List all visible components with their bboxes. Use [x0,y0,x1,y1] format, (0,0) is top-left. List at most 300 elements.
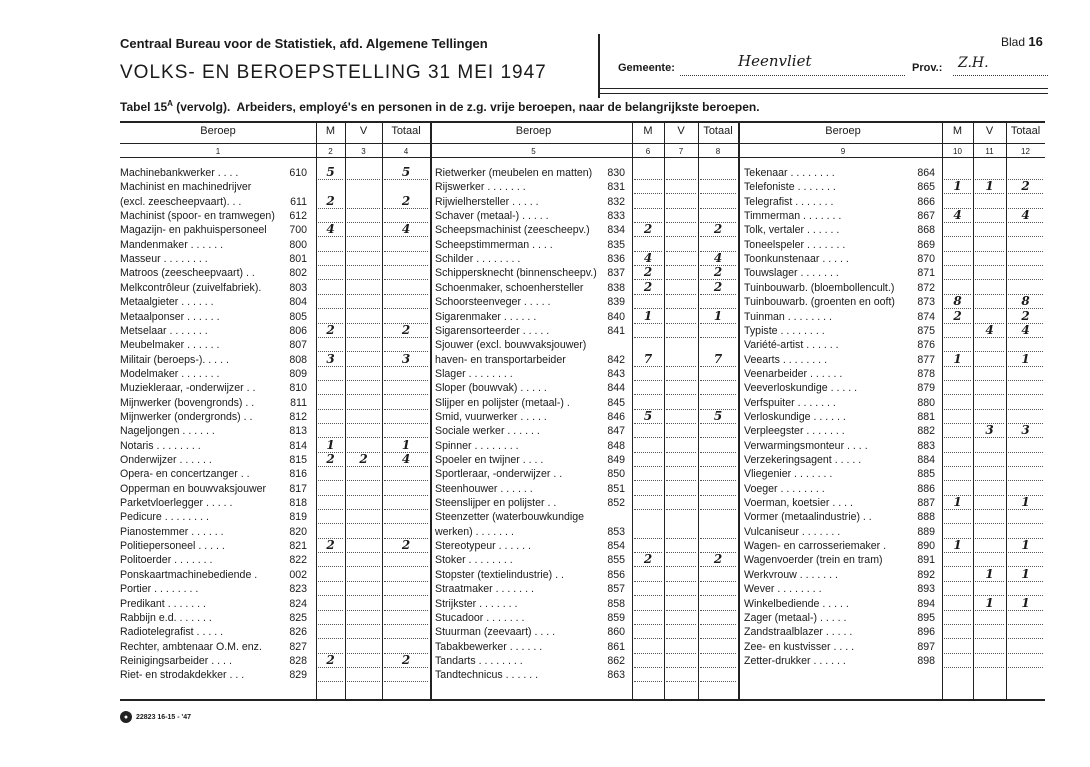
column-number-8: 8 [715,147,721,156]
table-bottom-rule [120,699,1045,701]
cell-line-v [975,193,1004,194]
handwritten-totaal: 4 [713,251,723,266]
cell-line-v [347,624,380,625]
occupation-code: 852 [607,497,625,510]
table-row [120,368,430,382]
table-row [744,339,1045,353]
cell-line-m [318,409,343,410]
cell-line-m [944,366,971,367]
occupation-code: 610 [289,167,307,179]
occupation-label: Tandtechnicus . . . . . . [435,669,539,682]
table-row [435,368,738,382]
table-row [435,210,738,224]
cell-line-m [318,466,343,467]
occupation-code: 807 [289,339,307,352]
cell-line-t [1008,667,1043,668]
table-row [744,540,1045,554]
occupation-label: Politoerder . . . . . . . [120,554,213,567]
handwritten-m: 2 [953,308,962,323]
cell-line-v [666,509,696,510]
occupation-label: Matroos (zeescheepvaart) . . [120,267,255,280]
handwritten-m: 2 [326,193,335,208]
table-row [435,669,738,683]
handwritten-m: 2 [326,538,335,553]
cell-line-v [347,466,380,467]
occupation-label: Stucadoor . . . . . . . [435,611,525,624]
occupation-code: 863 [607,669,625,682]
cell-line-v [666,437,696,438]
cell-line-m [318,294,343,295]
cell-line-m [634,653,662,654]
handwritten-m: 2 [643,552,653,567]
occupation-label: Modelmaker . . . . . . . [120,367,220,380]
handwritten-totaal: 8 [1021,294,1030,309]
cell-line-v [666,337,696,338]
occupation-code: 874 [917,310,935,323]
cell-line-m [944,265,971,266]
table-row [120,267,430,281]
cell-line-m [944,610,971,611]
cell-line-v [347,323,380,324]
table-row [744,351,1045,368]
table-superscript: A [167,99,173,108]
table-row [435,497,738,511]
occupation-label: Tuinbouwarb. (groenten en ooft) [744,296,895,309]
cell-line-t [1008,653,1043,654]
cell-line-v [975,581,1004,582]
occupation-label: Veenarbeider . . . . . . [744,367,843,380]
cell-line-t [700,294,736,295]
cell-line-m [634,681,662,682]
occupation-label: Vulcaniseur . . . . . . . [744,525,841,538]
cell-line-v [666,624,696,625]
occupation-label: Spoeler en twijner . . . . [435,454,544,466]
cell-line-t [1008,552,1043,553]
occupation-code: 830 [607,167,625,179]
occupation-code: 850 [607,468,625,481]
table-row [744,595,1045,612]
occupation-code: 851 [607,482,625,495]
occupation-code: 873 [917,296,935,309]
column-rule-0-3 [430,121,432,699]
occupation-label: Voerman, koetsier . . . . [744,497,853,510]
cell-line-m [318,279,343,280]
cell-line-t [384,394,428,395]
occupation-label: Metaalgieter . . . . . . [120,296,214,309]
table-row [744,425,1045,439]
cell-line-v [666,595,696,596]
cell-line-v [975,294,1004,295]
occupation-label: Masseur . . . . . . . . [120,253,208,266]
handwritten-m: 4 [643,251,653,266]
occupation-code: 898 [917,654,935,667]
cell-line-t [1008,452,1043,453]
cell-line-m [318,610,343,611]
cell-line-v [666,452,696,453]
cell-line-m [944,222,971,223]
table-row [435,569,738,583]
cell-line-m [318,667,343,668]
cell-line-v [975,308,1004,309]
cell-line-t [384,610,428,611]
cell-line-m [944,566,971,567]
cell-line-v [975,509,1004,510]
table-row [120,598,430,612]
occupation-code: 890 [917,540,935,553]
occupation-label: Telefoniste . . . . . . . [744,181,836,194]
occupation-code: 856 [607,568,625,581]
table-row [120,411,430,425]
occupation-code: 828 [289,654,307,667]
table-row [435,454,738,468]
cell-line-t [700,538,736,539]
handwritten-v: 1 [985,595,994,610]
occupation-label: Timmerman . . . . . . . [744,210,842,223]
occupation-label: Scheepsmachinist (zeescheepv.) [435,224,590,237]
occupation-label: haven- en transportarbeider [435,353,566,366]
table-row [435,296,738,310]
occupation-label: Straatmaker . . . . . . . [435,583,534,596]
occupation-code: 891 [917,554,935,567]
table-row [120,669,430,683]
cell-line-v [975,337,1004,338]
occupation-label: Veeverloskundige . . . . . [744,382,858,395]
occupation-label: Machinist (spoor- en tramwegen) [120,210,275,223]
table-row [744,483,1045,497]
occupation-label: Verzekeringsagent . . . . . [744,454,862,466]
cell-line-v [347,279,380,280]
cell-line-v [666,538,696,539]
cell-line-t [384,236,428,237]
cell-line-t [384,179,428,180]
occupation-label: Nageljongen . . . . . . [120,425,215,438]
occupation-code: 879 [917,382,935,395]
occupation-code: 811 [290,396,307,409]
handwritten-totaal: 3 [401,351,411,366]
table-row [120,583,430,597]
cell-line-m [634,337,662,338]
cell-line-v [666,251,696,252]
occupation-code: 883 [917,439,935,452]
occupation-code: 837 [607,267,625,280]
occupation-label: Sigarenmaker . . . . . . [435,310,537,323]
cell-line-m [318,236,343,237]
cell-line-m [634,667,662,668]
cell-line-t [1008,236,1043,237]
occupation-label: Schaver (metaal-) . . . . . [435,210,549,223]
occupation-label: Typiste . . . . . . . . [744,324,825,337]
footer [120,711,191,723]
cell-line-t [384,294,428,295]
table-row [435,167,738,181]
cell-line-m [318,337,343,338]
table-row [744,641,1045,655]
occupation-label: Ponskaartmachinebediende . [120,568,258,581]
occupation-code: 839 [607,296,625,309]
cell-line-v [975,552,1004,553]
table-row [120,351,430,368]
occupation-label: Metselaar . . . . . . . [120,324,208,337]
occupation-label: Machinebankwerker . . . . [120,167,239,179]
cell-line-v [347,610,380,611]
cell-line-v [347,523,380,524]
handwritten-m: 2 [643,279,653,294]
cell-line-t [384,509,428,510]
occupation-code: 808 [289,353,307,366]
occupation-label: Sloper (bouwvak) . . . . . [435,382,547,395]
handwritten-totaal: 2 [713,222,723,237]
cell-line-t [700,423,736,424]
cell-line-t [384,308,428,309]
column-header-beroep: Beroep [515,125,552,137]
cell-line-v [347,581,380,582]
handwritten-m: 1 [326,437,335,452]
occupation-code: 846 [607,410,625,423]
cell-line-m [944,653,971,654]
occupation-code: 819 [289,511,307,524]
cell-line-m [318,308,343,309]
cell-line-v [347,409,380,410]
occupation-label: Vormer (metaalindustrie) . . [744,511,872,524]
cell-line-t [1008,279,1043,280]
occupation-code: 871 [917,267,935,280]
occupation-code: 884 [917,454,935,466]
table-row [435,224,738,238]
column-header-totaal: Totaal [1010,125,1041,137]
cell-line-v [347,179,380,180]
cell-line-v [666,638,696,639]
column-number-6: 6 [645,147,651,156]
printer-logo-icon: ● [120,711,132,723]
table-row [120,612,430,626]
table-row [120,483,430,497]
occupation-label: Werkvrouw . . . . . . . [744,568,838,581]
cell-line-m [318,595,343,596]
handwritten-totaal: 1 [1021,566,1030,581]
cell-line-t [1008,624,1043,625]
cell-line-t [700,638,736,639]
cell-line-m [634,566,662,567]
cell-line-v [975,466,1004,467]
table-row [744,612,1045,626]
cell-line-m [318,380,343,381]
table-header-rule [120,143,1045,144]
occupation-label: Opera- en concertzanger . . [120,468,250,481]
handwritten-m: 1 [953,495,962,510]
occupation-code: 842 [607,353,625,366]
cell-line-m [944,279,971,280]
cell-line-v [666,193,696,194]
handwritten-totaal: 1 [1021,595,1030,610]
table-row [120,454,430,468]
cell-line-m [318,624,343,625]
table-row [435,540,738,554]
table-description: Arbeiders, employé's en personen in de z.g. vrije beroepen, naar de belangrijkste beroepen. [236,100,760,114]
occupation-label: Predikant . . . . . . . [120,597,206,610]
occupation-label: Steenslijper en polijster . . [435,497,557,510]
cell-line-m [944,581,971,582]
cell-line-m [634,380,662,381]
cell-line-v [347,423,380,424]
table-row [744,468,1045,482]
cell-line-m [944,466,971,467]
table-subtitle: (vervolg). [176,100,231,114]
occupation-code: 869 [917,238,935,251]
prov-value: Z.H. [958,55,989,71]
cell-line-v [666,610,696,611]
occupation-label: Wever . . . . . . . . [744,583,822,596]
occupation-code: 827 [289,640,307,653]
cell-line-v [975,452,1004,453]
cell-line-t [1008,337,1043,338]
cell-line-m [634,394,662,395]
handwritten-totaal: 2 [401,538,411,553]
cell-line-t [384,265,428,266]
cell-line-t [384,380,428,381]
cell-line-m [944,323,971,324]
occupation-code: 832 [607,195,625,208]
occupation-code: 813 [289,425,307,438]
cell-line-t [384,337,428,338]
cell-line-m [944,509,971,510]
handwritten-m: 2 [643,265,653,280]
occupation-code: 814 [289,439,307,452]
occupation-label: Stuurman (zeevaart) . . . . [435,626,556,639]
cell-line-v [347,294,380,295]
occupation-code: 831 [607,181,625,194]
occupation-code: 862 [607,654,625,667]
occupation-code: 002 [289,568,307,581]
table-row [435,626,738,640]
column-header-v: V [985,125,994,137]
occupation-code: 855 [607,554,625,567]
occupation-label: Politiepersoneel . . . . . [120,540,225,553]
column-header-totaal: Totaal [391,125,421,137]
occupation-label: Opperman en bouwvaksjouwer [120,482,267,495]
occupation-label: Rechter, ambtenaar O.M. enz. [120,640,262,653]
table-row [435,598,738,612]
column-number-7: 7 [678,147,684,156]
cell-line-m [944,236,971,237]
column-rule-1-3 [738,121,740,699]
prov-label: Prov.: [912,62,943,74]
occupation-code: 801 [289,253,307,266]
cell-line-v [666,380,696,381]
occupation-label: Sportleraar, -onderwijzer . . [435,468,563,481]
handwritten-totaal: 2 [1021,179,1030,194]
occupation-code: 821 [289,540,307,553]
cell-line-m [318,509,343,510]
cell-line-m [944,523,971,524]
occupation-code: 868 [917,224,935,237]
cell-line-v [347,265,380,266]
cell-line-v [975,437,1004,438]
handwritten-m: 3 [326,351,335,366]
gemeente-value: Heenvliet [738,52,812,70]
table-row [435,468,738,482]
occupation-code: 847 [607,425,625,438]
table-row [435,351,738,368]
occupation-code: 823 [289,583,307,596]
table-row [744,196,1045,210]
cell-line-v [347,566,380,567]
column-header-beroep: Beroep [825,125,861,137]
cell-line-v [666,667,696,668]
table-row [435,511,738,525]
occupation-label: Rijswerker . . . . . . . [435,181,526,194]
cell-line-m [944,409,971,410]
cell-line-m [944,337,971,338]
cell-line-t [700,653,736,654]
occupation-code: 812 [289,410,307,423]
cell-line-m [634,466,662,467]
cell-line-m [634,638,662,639]
occupation-code: 893 [917,583,935,596]
occupation-code: 881 [917,410,935,423]
occupation-code: 872 [917,281,935,294]
occupation-code: 818 [289,497,307,510]
cell-line-t [1008,466,1043,467]
occupation-label: Toneelspeler . . . . . . . [744,238,846,251]
cell-line-t [700,667,736,668]
cell-line-t [700,179,736,180]
occupation-label: Strijkster . . . . . . . [435,597,518,610]
cell-line-t [700,193,736,194]
handwritten-m: 4 [326,222,335,237]
column-number-5: 5 [531,147,536,156]
occupation-code: 815 [289,454,307,466]
occupation-label: Portier . . . . . . . . [120,583,199,596]
cell-line-t [1008,409,1043,410]
cell-line-v [975,610,1004,611]
handwritten-v: 4 [985,322,994,337]
cell-line-m [944,193,971,194]
table-row [435,655,738,669]
handwritten-m: 2 [643,222,653,237]
table-row [744,497,1045,511]
table-row [120,540,430,554]
table-row [744,526,1045,540]
column-header-totaal: Totaal [703,125,733,137]
cell-line-m [634,323,662,324]
occupation-code: 844 [607,382,625,395]
cell-line-v [975,236,1004,237]
column-number-11: 11 [985,147,994,156]
occupation-code: 835 [607,238,625,251]
occupation-code: 892 [917,568,935,581]
occupation-code: 885 [917,468,935,481]
cell-line-m [634,437,662,438]
occupation-label: Verloskundige . . . . . . [744,410,846,423]
handwritten-m: 8 [953,294,962,309]
cell-line-t [700,466,736,467]
column-header-m: M [325,125,336,137]
table-row [120,382,430,396]
occupation-code: 894 [917,597,935,610]
cell-line-m [318,638,343,639]
table-row [744,382,1045,396]
occupation-code: 817 [289,482,307,495]
cell-line-v [666,495,696,496]
occupation-label: Tuinbouwarb. (bloembollencult.) [744,281,895,294]
occupation-label: Wagen- en carrosseriemaker . [744,540,887,553]
cell-line-v [975,624,1004,625]
cell-line-v [975,523,1004,524]
cell-line-m [944,667,971,668]
occupation-code: 809 [289,367,307,380]
cell-line-v [347,495,380,496]
handwritten-v: 3 [985,423,994,438]
